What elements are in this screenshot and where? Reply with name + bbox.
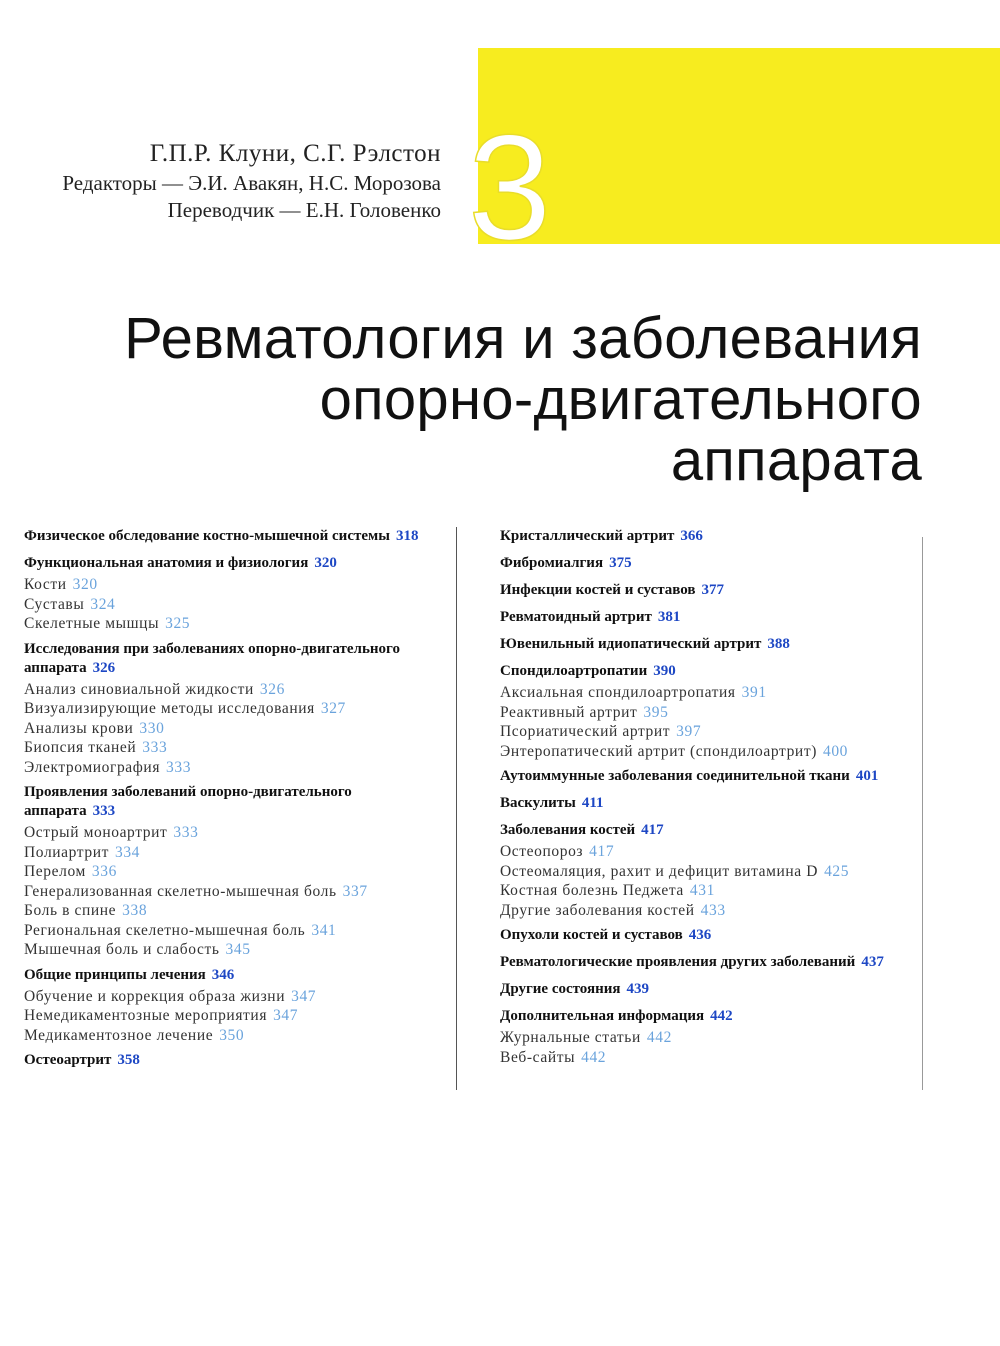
toc-section-heading [24, 966, 444, 987]
toc-entry-text: Фибромиалгия [500, 555, 604, 571]
toc-page-number: 330 [139, 719, 165, 737]
toc-subsection-item [24, 1006, 444, 1026]
toc-subsection-item [24, 1026, 444, 1046]
toc-entry-text: Журнальные статьи [500, 1029, 641, 1046]
toc-entry-text: Перелом [24, 863, 86, 880]
toc-page-number: 336 [91, 863, 117, 880]
toc-entry-text: Визуализирующие методы исследования [24, 700, 315, 717]
toc-entry-text: Аутоиммунные заболевания соединительной ткани [500, 768, 850, 784]
toc-entry-text: Васкулиты [500, 795, 576, 811]
toc-subsection-item [500, 862, 920, 882]
toc-page-number: 395 [643, 703, 669, 721]
toc-page-number: 377 [701, 582, 725, 598]
toc-section-heading [24, 783, 444, 823]
toc-page-number: 400 [822, 742, 849, 760]
toc-entry-text: Кости [24, 576, 67, 593]
toc-entry-text: Острый моноартрит [24, 824, 168, 841]
toc-page-number: 347 [273, 1007, 299, 1024]
toc-page-number: 391 [741, 684, 767, 701]
toc-section-heading [500, 554, 920, 575]
toc-page-number: 320 [314, 555, 337, 571]
toc-subsection-item [24, 595, 444, 615]
toc-subsection-item [24, 823, 444, 843]
toc-page-number: 442 [710, 1008, 733, 1024]
toc-page-number: 333 [142, 739, 168, 756]
toc-section-heading [24, 527, 444, 548]
toc-page-number: 341 [311, 921, 337, 939]
toc-subsection-item [24, 882, 444, 902]
toc-section-heading [500, 608, 920, 629]
toc-entry-text: Другие заболевания костей [500, 901, 695, 919]
toc-page-number: 433 [700, 901, 726, 919]
toc-entry-text: Ревматологические проявления других заболеваний [500, 954, 856, 970]
toc-page-number: 333 [173, 824, 199, 841]
toc-section-heading [500, 926, 920, 947]
toc-entry-text: Генерализованная скелетно-мышечная боль [24, 882, 337, 900]
toc-page-number: 442 [581, 1048, 607, 1066]
toc-subsection-item [24, 719, 444, 739]
column-divider [456, 527, 457, 1090]
toc-page-number: 338 [122, 902, 148, 919]
toc-page-number: 442 [646, 1029, 672, 1046]
toc-entry-text: Функциональная анатомия и физиология [24, 555, 309, 571]
toc-page-number: 417 [641, 822, 664, 838]
toc-entry-text: Боль в спине [24, 902, 117, 919]
toc-entry-text: Немедикаментозные мероприятия [24, 1007, 268, 1024]
toc-subsection-item [24, 680, 444, 700]
toc-section-heading [500, 980, 920, 1001]
chapter-credits [62, 138, 441, 224]
chapter-color-block [478, 48, 1000, 244]
toc-subsection-item [500, 1048, 920, 1068]
toc-subsection-item [24, 843, 444, 863]
toc-page-number: 411 [581, 795, 604, 811]
toc-page-number: 366 [680, 528, 703, 544]
toc-entry-text: Полиартрит [24, 843, 109, 861]
toc-page-number: 347 [291, 987, 317, 1005]
toc-page-number: 375 [609, 555, 632, 571]
chapter-title [124, 308, 922, 491]
translator: Переводчик — Е.Н. Головенко [167, 198, 441, 222]
toc-subsection-item [24, 738, 444, 758]
toc-page-number: 325 [165, 615, 191, 632]
toc-page-number: 390 [653, 663, 676, 679]
toc-entry-text: Медикаментозное лечение [24, 1026, 214, 1044]
toc-page-number: 350 [219, 1026, 245, 1044]
toc-section-heading [500, 953, 920, 974]
toc-entry-text: Остеоартрит [24, 1052, 112, 1068]
toc-page-number: 417 [589, 843, 615, 860]
toc-page-number: 401 [855, 768, 879, 784]
toc-page-number: 397 [676, 723, 702, 740]
toc-page-number: 431 [689, 882, 715, 899]
toc-section-heading [24, 554, 444, 575]
toc-subsection-item [24, 940, 444, 960]
chapter-title-line: Ревматология и заболевания [124, 306, 922, 371]
toc-entry-text: Ревматоидный артрит [500, 609, 652, 625]
toc-page-number: 320 [72, 576, 98, 593]
toc-entry-text: Мышечная боль и слабость [24, 941, 220, 958]
toc-entry-text: Электромиография [24, 758, 161, 776]
toc-entry-text: Остеомаляция, рахит и дефицит витамина D [500, 862, 819, 880]
toc-page-number: 324 [90, 595, 116, 613]
chapter-title-line: аппарата [670, 428, 922, 493]
toc-page-number: 318 [395, 528, 419, 544]
toc-entry-text: Энтеропатический артрит (спондилоартрит) [500, 742, 817, 760]
toc-subsection-item [24, 699, 444, 719]
toc-page-number: 346 [211, 966, 235, 983]
chapter-title-line: опорно-двигательного [319, 367, 922, 432]
toc-entry-text: Анализы крови [24, 719, 134, 737]
toc-page-number: 326 [92, 659, 116, 676]
toc-entry-text: Дополнительная информация [500, 1008, 705, 1024]
toc-entry-text: Другие состояния [500, 981, 621, 997]
column-divider-right [922, 537, 923, 1090]
toc-section-heading [500, 635, 920, 656]
toc-page-number: 381 [657, 609, 681, 625]
toc-subsection-item [24, 575, 444, 595]
toc-page-number: 337 [342, 882, 368, 900]
toc-page-number: 334 [114, 843, 141, 861]
toc-page-number: 425 [824, 862, 850, 880]
toc-section-heading [500, 527, 920, 548]
toc-section-heading [24, 640, 444, 680]
toc-entry-text: Кристаллический артрит [500, 528, 675, 544]
toc-entry-text: Аксиальная спондилоартропатия [500, 684, 736, 701]
toc-entry-text: Остеопороз [500, 843, 584, 860]
toc-page-number: 388 [767, 636, 790, 652]
toc-entry-text: Общие принципы лечения [24, 966, 206, 983]
toc-section-heading [500, 581, 920, 602]
toc-entry-text: Реактивный артрит [500, 703, 638, 721]
toc-right-column [500, 527, 920, 1067]
toc-left-column [24, 527, 444, 1072]
toc-subsection-item [500, 703, 920, 723]
toc-page-number: 326 [259, 680, 285, 698]
toc-entry-text: Исследования при заболеваниях опорно-двигательного аппарата [24, 640, 400, 676]
toc-entry-text: Веб-сайты [500, 1048, 576, 1066]
toc-subsection-item [24, 921, 444, 941]
toc-entry-text: Анализ синовиальной жидкости [24, 680, 254, 698]
toc-entry-text: Опухоли костей и суставов [500, 927, 683, 943]
chapter-number: 3 [468, 103, 552, 271]
toc-subsection-item [500, 683, 920, 703]
toc-subsection-item [24, 614, 444, 634]
toc-entry-text: Обучение и коррекция образа жизни [24, 987, 286, 1005]
toc-subsection-item [24, 862, 444, 882]
toc-subsection-item [500, 1028, 920, 1048]
toc-entry-text: Региональная скелетно-мышечная боль [24, 921, 306, 939]
toc-section-heading [500, 767, 920, 788]
toc-entry-text: Скелетные мышцы [24, 615, 160, 632]
toc-section-heading [500, 1007, 920, 1028]
toc-page-number: 439 [626, 981, 650, 997]
toc-subsection-item [500, 881, 920, 901]
editors: Редакторы — Э.И. Авакян, Н.С. Морозова [62, 171, 441, 195]
toc-page-number: 345 [225, 941, 251, 958]
toc-subsection-item [24, 758, 444, 778]
toc-entry-text: Суставы [24, 595, 85, 613]
toc-entry-text: Спондилоартропатии [500, 663, 648, 679]
toc-page-number: 437 [861, 954, 884, 970]
toc-entry-text: Заболевания костей [500, 822, 636, 838]
authors: Г.П.Р. Клуни, С.Г. Рэлстон [149, 140, 441, 167]
toc-section-heading [500, 794, 920, 815]
toc-entry-text: Инфекции костей и суставов [500, 582, 696, 598]
toc-subsection-item [500, 901, 920, 921]
toc-page-number: 327 [320, 700, 346, 717]
toc-entry-text: Физическое обследование костно-мышечной системы [24, 528, 390, 544]
toc-subsection-item [500, 742, 920, 762]
toc-subsection-item [24, 987, 444, 1007]
toc-section-heading [500, 821, 920, 842]
toc-page-number: 358 [117, 1052, 140, 1068]
toc-entry-text: Ювенильный идиопатический артрит [500, 636, 762, 652]
toc-page-number: 333 [166, 758, 192, 776]
toc-section-heading [500, 662, 920, 683]
toc-subsection-item [500, 842, 920, 862]
toc-entry-text: Биопсия тканей [24, 739, 137, 756]
toc-entry-text: Псориатический артрит [500, 723, 671, 740]
toc-page-number: 333 [92, 803, 116, 819]
toc-entry-text: Проявления заболеваний опорно-двигательного аппарата [24, 784, 352, 819]
toc-subsection-item [500, 722, 920, 742]
toc-page-number: 436 [688, 927, 712, 943]
toc-section-heading [24, 1051, 444, 1072]
toc-entry-text: Костная болезнь Педжета [500, 882, 684, 899]
toc-subsection-item [24, 901, 444, 921]
